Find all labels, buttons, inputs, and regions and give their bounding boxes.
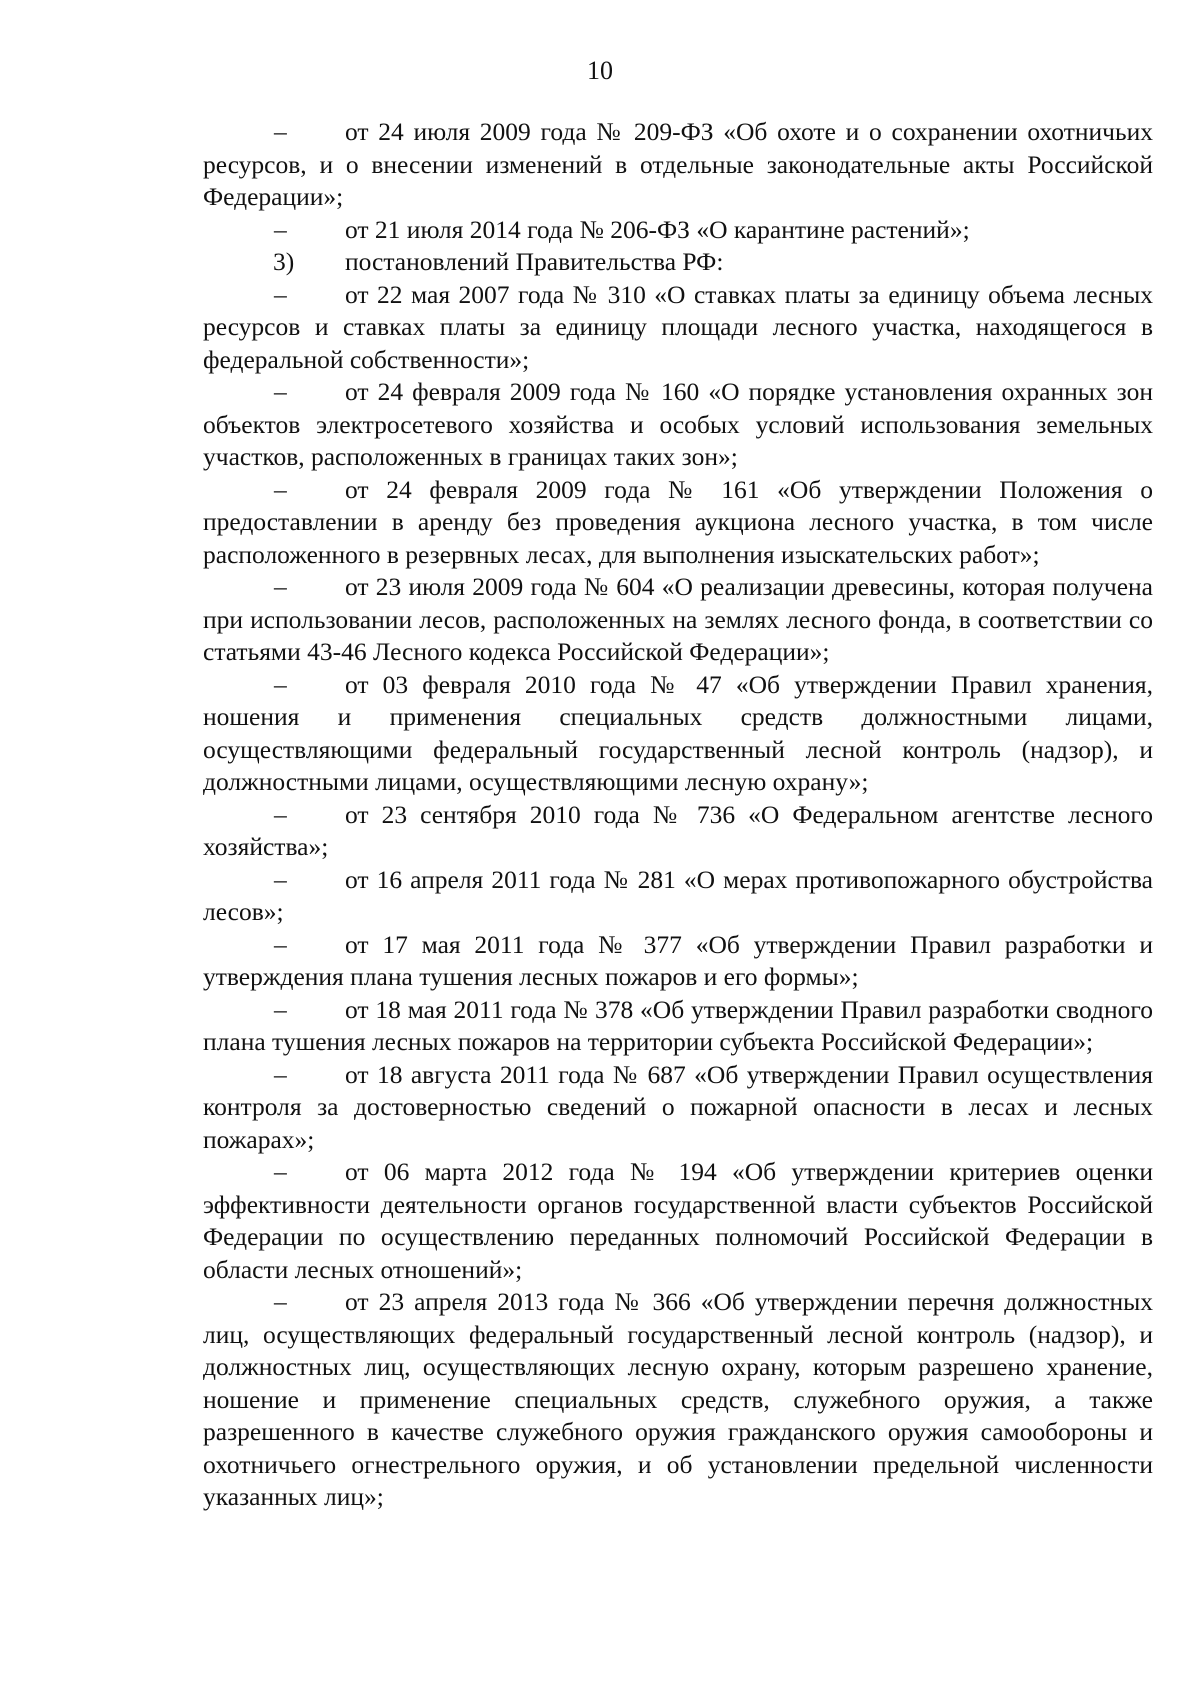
item-marker: – bbox=[274, 1287, 287, 1316]
document-body bbox=[203, 116, 1153, 1514]
item-text: от 06 марта 2012 года № 194 «Об утверждении критериев оценки эффективности деятельности органов государственной власти субъектов Российской Федерации по осуществлению переданных полномочий Российской Федерации в области лесных отношений»; bbox=[203, 1157, 1153, 1284]
list-item bbox=[203, 246, 1153, 279]
list-item bbox=[203, 474, 1153, 572]
list-item bbox=[203, 1286, 1153, 1514]
item-text: от 22 мая 2007 года № 310 «О ставках платы за единицу объема лесных ресурсов и ставках платы за единицу площади лесного участка, находящегося в федеральной собственности»; bbox=[203, 279, 1153, 374]
item-marker: – bbox=[274, 572, 287, 601]
list-item bbox=[203, 929, 1153, 994]
item-text: от 23 апреля 2013 года № 366 «Об утверждении перечня должностных лиц, осуществляющих федеральный государственный лесной контроль (надзор), и должностных лиц, осуществляющих лесную охрану, которым разрешено хранение, ношение и применение специальных средств, служебного оружия, а также разрешенного в качестве служебного оружия гражданского оружия самообороны и охотничьего огнестрельного оружия, и об установлении предельной численности указанных лиц»; bbox=[203, 1287, 1153, 1511]
list-item bbox=[203, 571, 1153, 669]
list-item bbox=[203, 1059, 1153, 1157]
item-text: от 21 июля 2014 года № 206-ФЗ «О карантине растений»; bbox=[345, 214, 970, 244]
list-item bbox=[203, 279, 1153, 377]
item-marker: – bbox=[274, 474, 287, 504]
list-item bbox=[203, 864, 1153, 929]
item-marker: 3) bbox=[273, 247, 295, 276]
item-marker: – bbox=[274, 864, 287, 894]
item-marker: – bbox=[274, 214, 287, 244]
item-marker: – bbox=[274, 117, 287, 146]
list-item bbox=[203, 214, 1153, 247]
item-text: от 16 апреля 2011 года № 281 «О мерах противопожарного обустройства лесов»; bbox=[203, 864, 1153, 926]
item-text: от 18 мая 2011 года № 378 «Об утверждении Правил разработки сводного плана тушения лесных пожаров на территории субъекта Российской Федерации»; bbox=[203, 994, 1153, 1056]
item-text: от 24 февраля 2009 года № 161 «Об утверждении Положения о предоставлении в аренду без проведения аукциона лесного участка, в том числе расположенного в резервных лесах, для выполнения изыскательских работ»; bbox=[203, 474, 1153, 569]
item-marker: – bbox=[274, 799, 287, 829]
item-text: постановлений Правительства РФ: bbox=[345, 247, 724, 276]
list-item bbox=[203, 116, 1153, 214]
item-marker: – bbox=[274, 994, 287, 1024]
item-marker: – bbox=[274, 377, 287, 406]
item-marker: – bbox=[274, 1059, 287, 1089]
item-text: от 23 июля 2009 года № 604 «О реализации древесины, которая получена при использовании лесов, расположенных на землях лесного фонда, в соответствии со статьями 43-46 Лесного кодекса Российской Федерации»; bbox=[203, 572, 1153, 666]
item-marker: – bbox=[274, 669, 287, 699]
list-item bbox=[203, 994, 1153, 1059]
item-marker: – bbox=[274, 1157, 287, 1186]
item-marker: – bbox=[274, 929, 287, 959]
item-text: от 24 февраля 2009 года № 160 «О порядке установления охранных зон объектов электросетевого хозяйства и особых условий использования земельных участков, расположенных в границах таких зон»; bbox=[203, 377, 1153, 471]
item-text: от 03 февраля 2010 года № 47 «Об утверждении Правил хранения, ношения и применения специальных средств должностными лицами, осуществляющими федеральный государственный лесной контроль (надзор), и должностными лицами, осуществляющими лесную охрану»; bbox=[203, 669, 1153, 796]
item-text: от 18 августа 2011 года № 687 «Об утверждении Правил осуществления контроля за достоверностью сведений о пожарной опасности в лесах и лесных пожарах»; bbox=[203, 1059, 1153, 1154]
item-text: от 23 сентября 2010 года № 736 «О Федеральном агентстве лесного хозяйства»; bbox=[203, 799, 1153, 861]
item-marker: – bbox=[274, 279, 287, 309]
list-item bbox=[203, 376, 1153, 474]
list-item bbox=[203, 1156, 1153, 1286]
list-item bbox=[203, 669, 1153, 799]
page-number: 10 bbox=[587, 56, 613, 85]
item-text: от 17 мая 2011 года № 377 «Об утверждении Правил разработки и утверждения плана тушения лесных пожаров и его формы»; bbox=[203, 929, 1153, 991]
list-item bbox=[203, 799, 1153, 864]
item-text: от 24 июля 2009 года № 209-ФЗ «Об охоте и о сохранении охотничьих ресурсов, и о внесении изменений в отдельные законодательные акты Российской Федерации»; bbox=[203, 117, 1153, 211]
